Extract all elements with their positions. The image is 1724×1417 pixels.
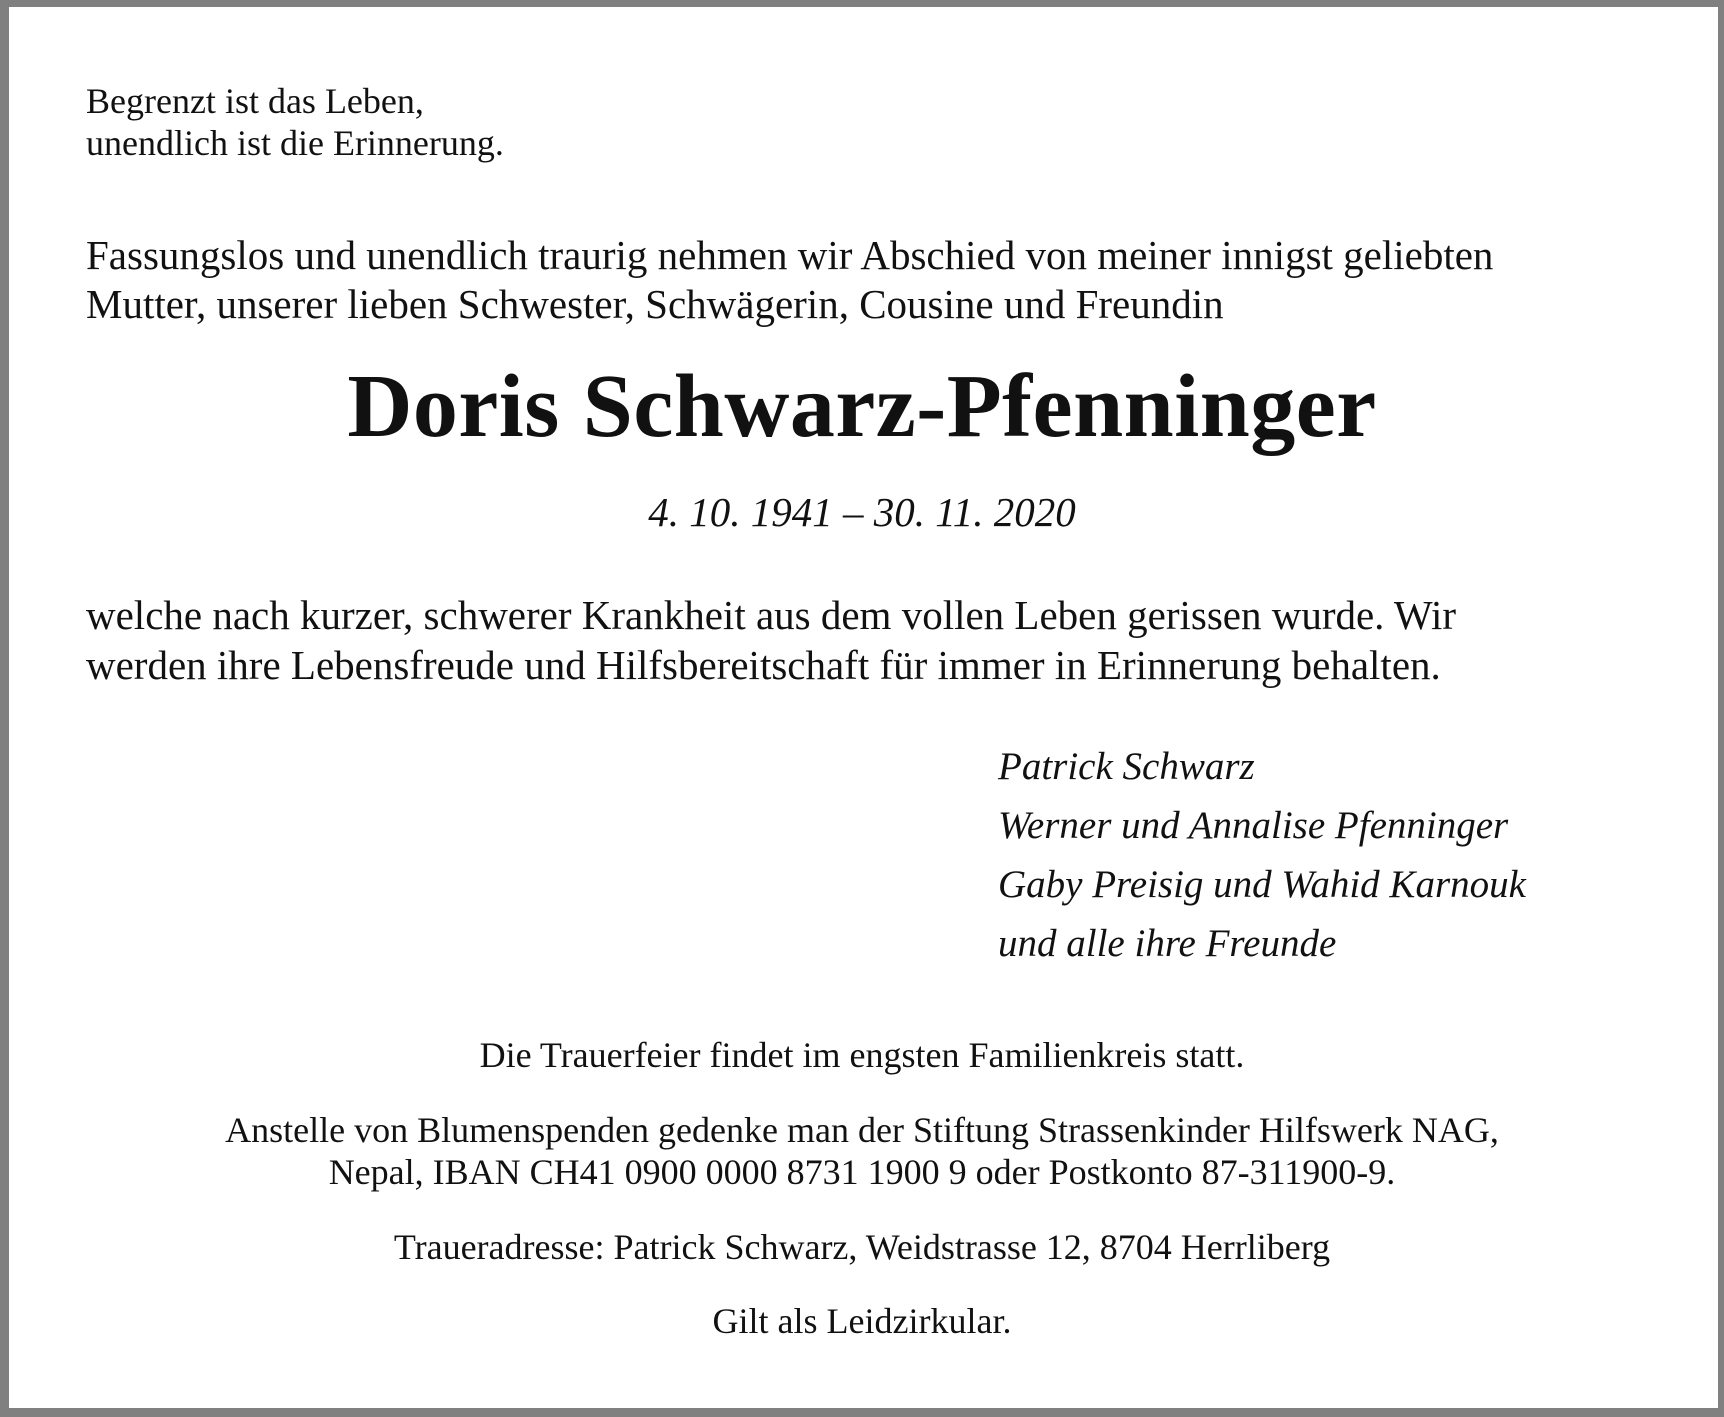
life-dates: 4. 10. 1941 – 30. 11. 2020 [648,489,1076,535]
funeral-notice: Die Trauerfeier findet im engsten Familienkreis statt. [479,1035,1245,1075]
mourning-address: Traueradresse: Patrick Schwarz, Weidstrasse 12, 8704 Herrliberg [393,1227,1331,1267]
donation-notice [0,1109,1724,1193]
intro-line-1: Fassungslos und unendlich traurig nehmen wir Abschied von meiner innigst geliebten [86,232,1494,278]
motto-line-2: unendlich ist die Erinnerung. [86,123,504,163]
intro-line-2: Mutter, unserer lieben Schwester, Schwägerin, Cousine und Freundin [86,281,1224,327]
donation-line-1: Anstelle von Blumenspenden gedenke man der Stiftung Strassenkinder Hilfswerk NAG, [225,1110,1499,1150]
mourner-item: und alle ihre Freunde [998,922,1337,965]
motto [86,80,504,164]
body-line-2: werden ihre Lebensfreude und Hilfsbereitschaft für immer in Erinnerung behalten. [86,642,1441,688]
motto-line-1: Begrenzt ist das Leben, [86,81,424,121]
mourner-item: Patrick Schwarz [998,745,1255,788]
body-line-1: welche nach kurzer, schwerer Krankheit aus dem vollen Leben gerissen wurde. Wir [86,592,1457,638]
circular-note: Gilt als Leidzirkular. [712,1301,1012,1341]
mourner-item: Werner und Annalise Pfenninger [998,804,1509,847]
intro-text [86,231,1646,329]
mourners-list [998,737,1526,973]
donation-line-2: Nepal, IBAN CH41 0900 0000 8731 1900 9 oder Postkonto 87-311900-9. [328,1152,1396,1192]
mourner-item: Gaby Preisig und Wahid Karnouk [998,863,1526,906]
body-text [86,590,1646,690]
deceased-name: Doris Schwarz-Pfenninger [347,357,1377,456]
